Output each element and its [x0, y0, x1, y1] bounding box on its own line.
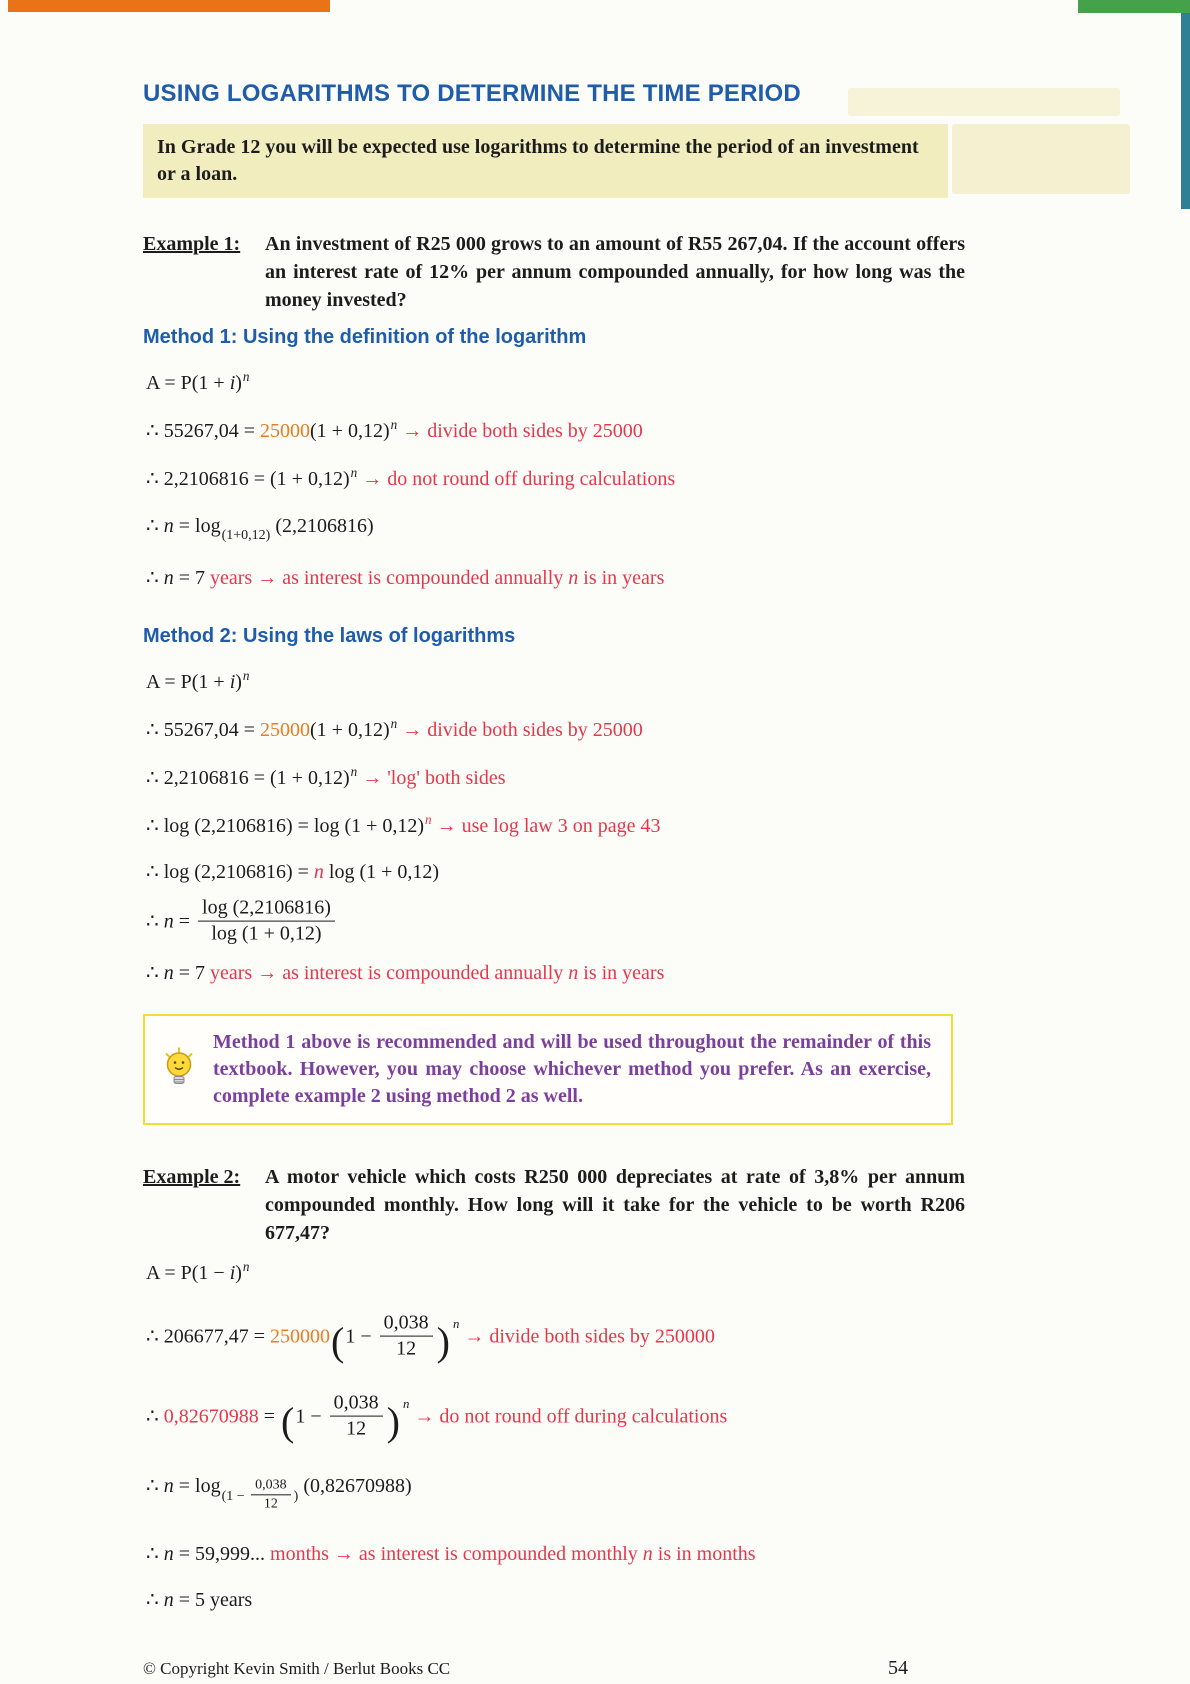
- equation-line-m1-3: ∴ $2,2106816 = (1 + 0,12)^n$ → do not round off during calculations: [146, 465, 676, 491]
- equation-line-m1-4: ∴ $n = \log_{(1+0,12)} (2,2106816)$: [146, 514, 374, 544]
- example-1-label: Example 1:: [143, 233, 241, 255]
- equation-line-m2-1: $A = P(1 + i)^n$: [146, 667, 250, 693]
- page-footer: [143, 1657, 948, 1680]
- page-content: [143, 80, 965, 1680]
- equation-line-m1-2: ∴ $55267,04 = 25000(1 + 0,12)^n$ → divide both sides by 25000: [146, 417, 643, 443]
- example-2: [143, 1163, 965, 1247]
- page-bleed-artifact: [952, 124, 1130, 194]
- equation-line-e2-4: ∴ $n = \log_{(1 - \frac{0,038}{12} )} (0,82670988)$: [146, 1474, 412, 1512]
- decor-strip-teal: [1181, 13, 1190, 209]
- page-title: USING LOGARITHMS TO DETERMINE THE TIME PERIOD: [143, 80, 801, 107]
- copyright-text: © Copyright Kevin Smith / Berlut Books CC: [143, 1658, 451, 1678]
- example-2-label: Example 2:: [143, 1166, 241, 1189]
- example-2-text: A motor vehicle which costs R250 000 depreciates at rate of 3,8% per annum compounded monthly. How long will it take for the vehicle to be worth R206 677,47?: [265, 1166, 965, 1245]
- equation-line-m1-5: ∴ n = 7 years → as interest is compounded annually n is in years: [146, 566, 665, 589]
- example-1-text: An investment of R25 000 grows to an amount of R55 267,04. If the account offers an interest rate of 12% per annum compounded annually, for how long was the money invested?: [265, 233, 965, 311]
- intro-highlight-box: [143, 124, 948, 198]
- decor-strip-green: [1078, 0, 1190, 13]
- lightbulb-icon: [161, 1045, 197, 1094]
- tip-text: Method 1 above is recommended and will be used throughout the remainder of this textbook. However, you may choose whichever method you prefer. As an exercise, complete example 2 using method 2 as well.: [213, 1031, 931, 1108]
- equation-line-m2-4: ∴ $\log (2,2106816) = \log (1 + 0,12)^n$ → use log law 3 on page 43: [146, 812, 661, 838]
- equation-line-e2-5: ∴ n = 59,999... months → as interest is compounded monthly n is in months: [146, 1542, 756, 1565]
- equation-line-e2-6: ∴ n = 5 years: [146, 1588, 253, 1611]
- method-2-heading: Method 2: Using the laws of logarithms: [143, 624, 516, 647]
- equation-line-e2-3: ∴ 0,82670988 = (1 − $\frac{0,038}{12}$ ) $^n$ → do not round off during calculations: [146, 1391, 728, 1444]
- equation-line-m1-1: $A = P(1 + i)^n$: [146, 369, 250, 395]
- tip-box: [143, 1014, 953, 1125]
- decor-strip-orange: [8, 0, 330, 12]
- equation-line-e2-1: $A = P(1 - i)^n$: [146, 1259, 250, 1285]
- equation-line-m2-6: ∴ n = $\frac{\log (2,2106816)}{\log (1 + 0,12)}$: [146, 899, 965, 947]
- equation-line-e2-2: ∴ 206677,47 = 250000(1 − $\frac{0,038}{12}$ ) $^n$ → divide both sides by 250000: [146, 1311, 715, 1364]
- method-1-heading: Method 1: Using the definition of the logarithm: [143, 326, 587, 348]
- equation-line-m2-5: ∴ log (2,2106816) = n log (1 + 0,12): [146, 861, 440, 884]
- equation-line-m2-2: ∴ $55267,04 = 25000(1 + 0,12)^n$ → divide both sides by 25000: [146, 715, 643, 742]
- page-number: 54: [888, 1656, 908, 1679]
- equation-line-m2-7: ∴ n = 7 years → as interest is compounded annually n is in years: [146, 962, 665, 985]
- intro-text: In Grade 12 you will be expected use logarithms to determine the period of an investment or a loan.: [157, 136, 919, 185]
- example-1: [143, 230, 965, 314]
- equation-line-m2-3: ∴ $2,2106816 = (1 + 0,12)^n$ → 'log' both sides: [146, 764, 506, 790]
